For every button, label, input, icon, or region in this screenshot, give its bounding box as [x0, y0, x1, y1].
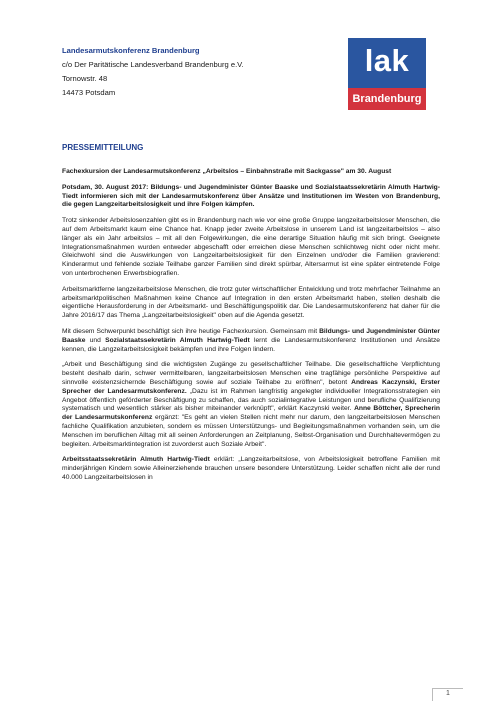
p4-name-boettcher: Anne Böttcher, Sprecherin der Landesarmutskonferenz — [62, 405, 440, 422]
sender-organization: Landesarmutskonferenz Brandenburg — [62, 46, 200, 55]
paragraph-3 — [62, 328, 440, 354]
lak-logo — [348, 38, 426, 110]
sender-care-of: c/o Der Paritätische Landesverband Brandenburg e.V. — [62, 60, 244, 69]
p4-text-c: „Dazu ist im Rahmen langfristig angelegter individueller Integrationsstrategien ein Angebot öffentlich geförderter Beschäftigung zu schaffen, das auch sozialintegrative Leistungen und berufliche Qualifizierung systematisch und wesentlich stärker als bisher miteinander verknüpft", erklärt Kaczynski weiter. — [62, 387, 440, 413]
logo-top-block — [348, 38, 426, 88]
p3-text-c: und — [85, 336, 106, 344]
p3-text-a: Mit diesem Schwerpunkt beschäftigt sich ihre heutige Fachexkursion. Gemeinsam mit — [62, 327, 320, 335]
logo-brandenburg-text: Brandenburg — [348, 88, 426, 110]
p4-text-a: „Arbeit und Beschäftigung sind die wichtigsten Zugänge zu gesellschaftlicher Teilhabe. Die gesellschaftliche Verpflichtung besteht deshalb darin, schwer vermittelbaren, langzeitarbeitslosen Menschen eine tragfähige persönliche Perspektive auf sinnvolle existenzsichernde Beschäftigung sowie auf soziale Teilhabe zu eröffnen", betont — [62, 361, 440, 386]
p5-text-b: erklärt: „Langzeitarbeitslose, von Arbeitslosigkeit betroffene Familien mit minderjährigen Kindern sowie Alleinerziehende brauchen unsere besondere Unterstützung. Leider schaffen nicht alle der rund 40.000 Langzeitarbeitslosen in — [62, 456, 440, 481]
lead-paragraph: Potsdam, 30. August 2017: Bildungs- und Jugendminister Günter Baaske und Sozialstaatssekretärin Almuth Hartwig-Tiedt informieren sich mit der Landesarmutskonferenz über Ansätze und Institutionen im Westen von Brandenburg, die gegen Langzeitarbeitslosigkeit und ihre Folgen kämpfen. — [62, 183, 440, 209]
sender-city: 14473 Potsdam — [62, 88, 116, 97]
p5-name-secretary: Arbeitsstaatssekretärin Almuth Hartwig-Tiedt — [62, 456, 210, 464]
p3-name-minister: Bildungs- und Jugendminister Günter Baaske — [62, 327, 440, 344]
p3-text-e: lernt die Landesarmutskonferenz Institutionen und Ansätze kennen, die Langzeitarbeitslosigkeit bekämpfen und ihre Folgen lindern. — [62, 336, 441, 353]
paragraph-1: Trotz sinkender Arbeitslosenzahlen gibt es in Brandenburg nach wie vor eine große Gruppe langzeitarbeitsloser Menschen, die auf dem Arbeitsmarkt kaum eine Chance hat. Knapp jeder zweite Arbeitslose in unserem Land ist langzeitarbeitslos – also länger als ein Jahr arbeitslos – mit all den Folgewirkungen, die eine derartige Situation häufig mit sich bringt. Geeignete Integrationsmaßnahmen wurden entweder abgeschafft oder erreichen diese Menschen schlichtweg nicht oder nicht mehr. Gleichwohl sind die Auswirkungen von Langzeitarbeitslosigkeit für den Einzelnen und/oder die Familien gravierend: Kinderarmut und fehlende soziale Teilhabe ganzer Familien sind direkt spürbar, Altersarmut ist eine später eintretende Folge von unterbrochenen Erwerbsbiografien. — [62, 217, 440, 277]
document-body — [62, 168, 440, 490]
press-release-label: PRESSEMITTEILUNG — [62, 143, 144, 152]
page-number-box — [432, 688, 463, 701]
paragraph-2: Arbeitsmarktferne langzeitarbeitslose Menschen, die trotz guter wirtschaftlicher Entwicklung und trotz mehrfacher Teilnahme an arbeitsmarktpolitischen Maßnahmen keine Chance auf Integration in den ersten Arbeitsmarkt haben, stellen deshalb die eigentliche Herausforderung in der Arbeitsmarkt- und Beschäftigungspolitik dar. Die Landesarmutskonferenz hat daher für die Jahre 2016/17 das Thema „Langzeitarbeitslosigkeit" oben auf die Agenda gesetzt. — [62, 285, 440, 320]
headline: Fachexkursion der Landesarmutskonferenz „Arbeitslos – Einbahnstraße mit Sackgasse" am 30. August — [62, 168, 392, 175]
p4-text-e: ergänzt: "Es geht an vielen Stellen nicht mehr nur darum, den langzeitarbeitslosen Menschen fachliche Qualifikation anzubieten, sondern es müssen Unterstützungs- und Begleitungsmaßnahmen vorhanden sein, um die Menschen im beruflichen Alltag mit all seinen Anforderungen an Zeitplanung, Selbst-Organisation und Durchhaltevermögen zu begleiten. Arbeitsmarktintegration ist zuvorderst auch Soziale Arbeit". — [62, 414, 440, 448]
logo-lak-text: lak — [364, 43, 410, 78]
paragraph-5 — [62, 456, 440, 482]
sender-street: Tornowstr. 48 — [62, 74, 108, 83]
paragraph-4 — [62, 361, 440, 449]
sender-address — [62, 44, 244, 100]
p4-name-kaczynski: Andreas Kaczynski, Erster Sprecher der Landesarmutskonferenz. — [62, 378, 440, 395]
p3-name-secretary: Sozialstaatssekretärin Almuth Hartwig-Tiedt — [105, 336, 250, 344]
page-number: 1 — [446, 690, 450, 697]
